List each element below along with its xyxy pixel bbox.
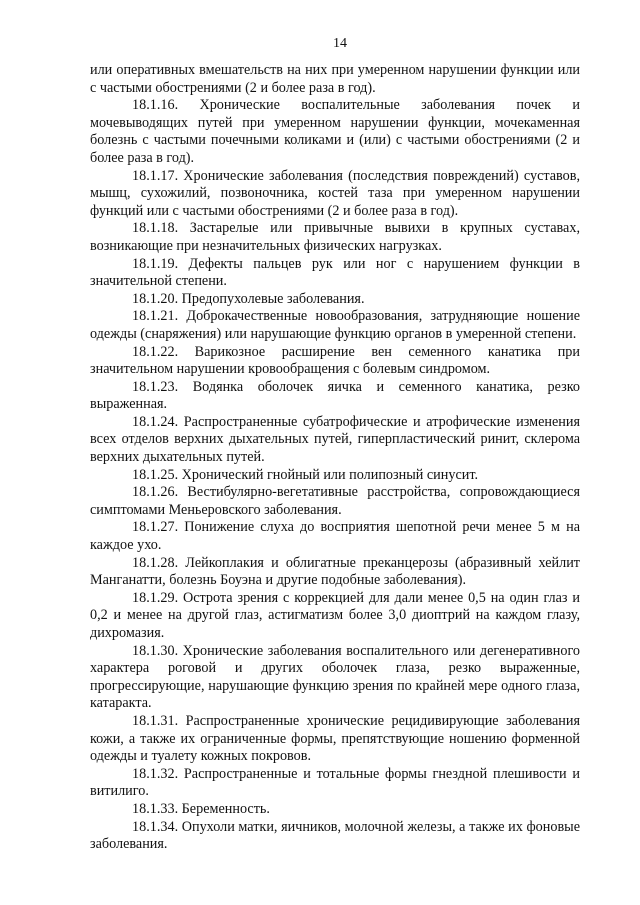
paragraph-18-1-29: 18.1.29. Острота зрения с коррекцией для дали менее 0,5 на один глаз и 0,2 и менее на другой глаз, астигматизм более 3,0 диоптрий на каждом глазу, дихромазия.: [90, 589, 580, 641]
paragraph-18-1-25: 18.1.25. Хронический гнойный или полипозный синусит.: [132, 466, 479, 483]
paragraph-18-1-27: 18.1.27. Понижение слуха до восприятия шепотной речи менее 5 м на каждое ухо.: [90, 519, 580, 554]
paragraph-18-1-21: 18.1.21. Доброкачественные новообразования, затрудняющие ношение одежды (снаряжения) или нарушающие функцию органов в умеренной степени.: [90, 308, 580, 342]
page-number: 14: [333, 36, 347, 51]
paragraph-18-1-34: 18.1.34. Опухоли матки, яичников, молочной железы, а также их фоновые заболевания.: [90, 818, 580, 853]
paragraph-18-1-31: 18.1.31. Распространенные хронические рецидивирующие заболевания кожи, а также их ограниченные формы, препятствующие ношению форменной одежды и туалету кожных покровов.: [90, 712, 580, 765]
paragraph-18-1-23: 18.1.23. Водянка оболочек яичка и семенного канатика, резко выраженная.: [90, 378, 580, 413]
paragraph-18-1-24: 18.1.24. Распространенные субатрофические и атрофические изменения всех отделов верхних дыхательных путей, гиперпластический ринит, склерома верхних дыхательных путей.: [90, 413, 580, 466]
document-body: [90, 62, 580, 854]
paragraph-18-1-20: 18.1.20. Предопухолевые заболевания.: [132, 290, 365, 307]
paragraph-18-1-17: 18.1.17. Хронические заболевания (последствия повреждений) суставов, мышц, сухожилий, позвоночника, костей таза при умеренном нарушении функций или с частыми обострениями (2 и более раза в год).: [90, 167, 580, 219]
paragraph-18-1-33: 18.1.33. Беременность.: [132, 800, 270, 817]
paragraph-18-1-18: 18.1.18. Застарелые или привычные вывихи в крупных суставах, возникающие при незначительных физических нагрузках.: [90, 220, 580, 254]
paragraph-18-1-28: 18.1.28. Лейкоплакия и облигатные преканцерозы (абразивный хейлит Манганатти, болезнь Боуэна и другие подобные заболевания).: [90, 554, 580, 589]
paragraph-continuation: или оперативных вмешательств на них при умеренном нарушении функции или с частыми обострениями (2 и более раза в год).: [90, 62, 580, 96]
paragraph-18-1-26: 18.1.26. Вестибулярно-вегетативные расстройства, сопровождающиеся симптомами Меньеровского заболевания.: [90, 484, 580, 518]
paragraph-18-1-16: 18.1.16. Хронические воспалительные заболевания почек и мочевыводящих путей при умеренном нарушении функции, мочекаменная болезнь с частыми почечными коликами и (или) с частыми обострениями (2 и более раза в год).: [90, 97, 580, 166]
paragraph-18-1-32: 18.1.32. Распространенные и тотальные формы гнездной плешивости и витилиго.: [90, 765, 580, 800]
paragraph-18-1-19: 18.1.19. Дефекты пальцев рук или ног с нарушением функции в значительной степени.: [90, 255, 580, 290]
paragraph-18-1-30: 18.1.30. Хронические заболевания воспалительного или дегенеративного характера роговой и других оболочек глаза, резко выраженные, прогрессирующие, нарушающие функцию зрения по крайней мере одного глаза, катаракта.: [90, 642, 580, 712]
paragraph-18-1-22: 18.1.22. Варикозное расширение вен семенного канатика при значительном нарушении кровообращения с болевым синдромом.: [90, 343, 580, 378]
